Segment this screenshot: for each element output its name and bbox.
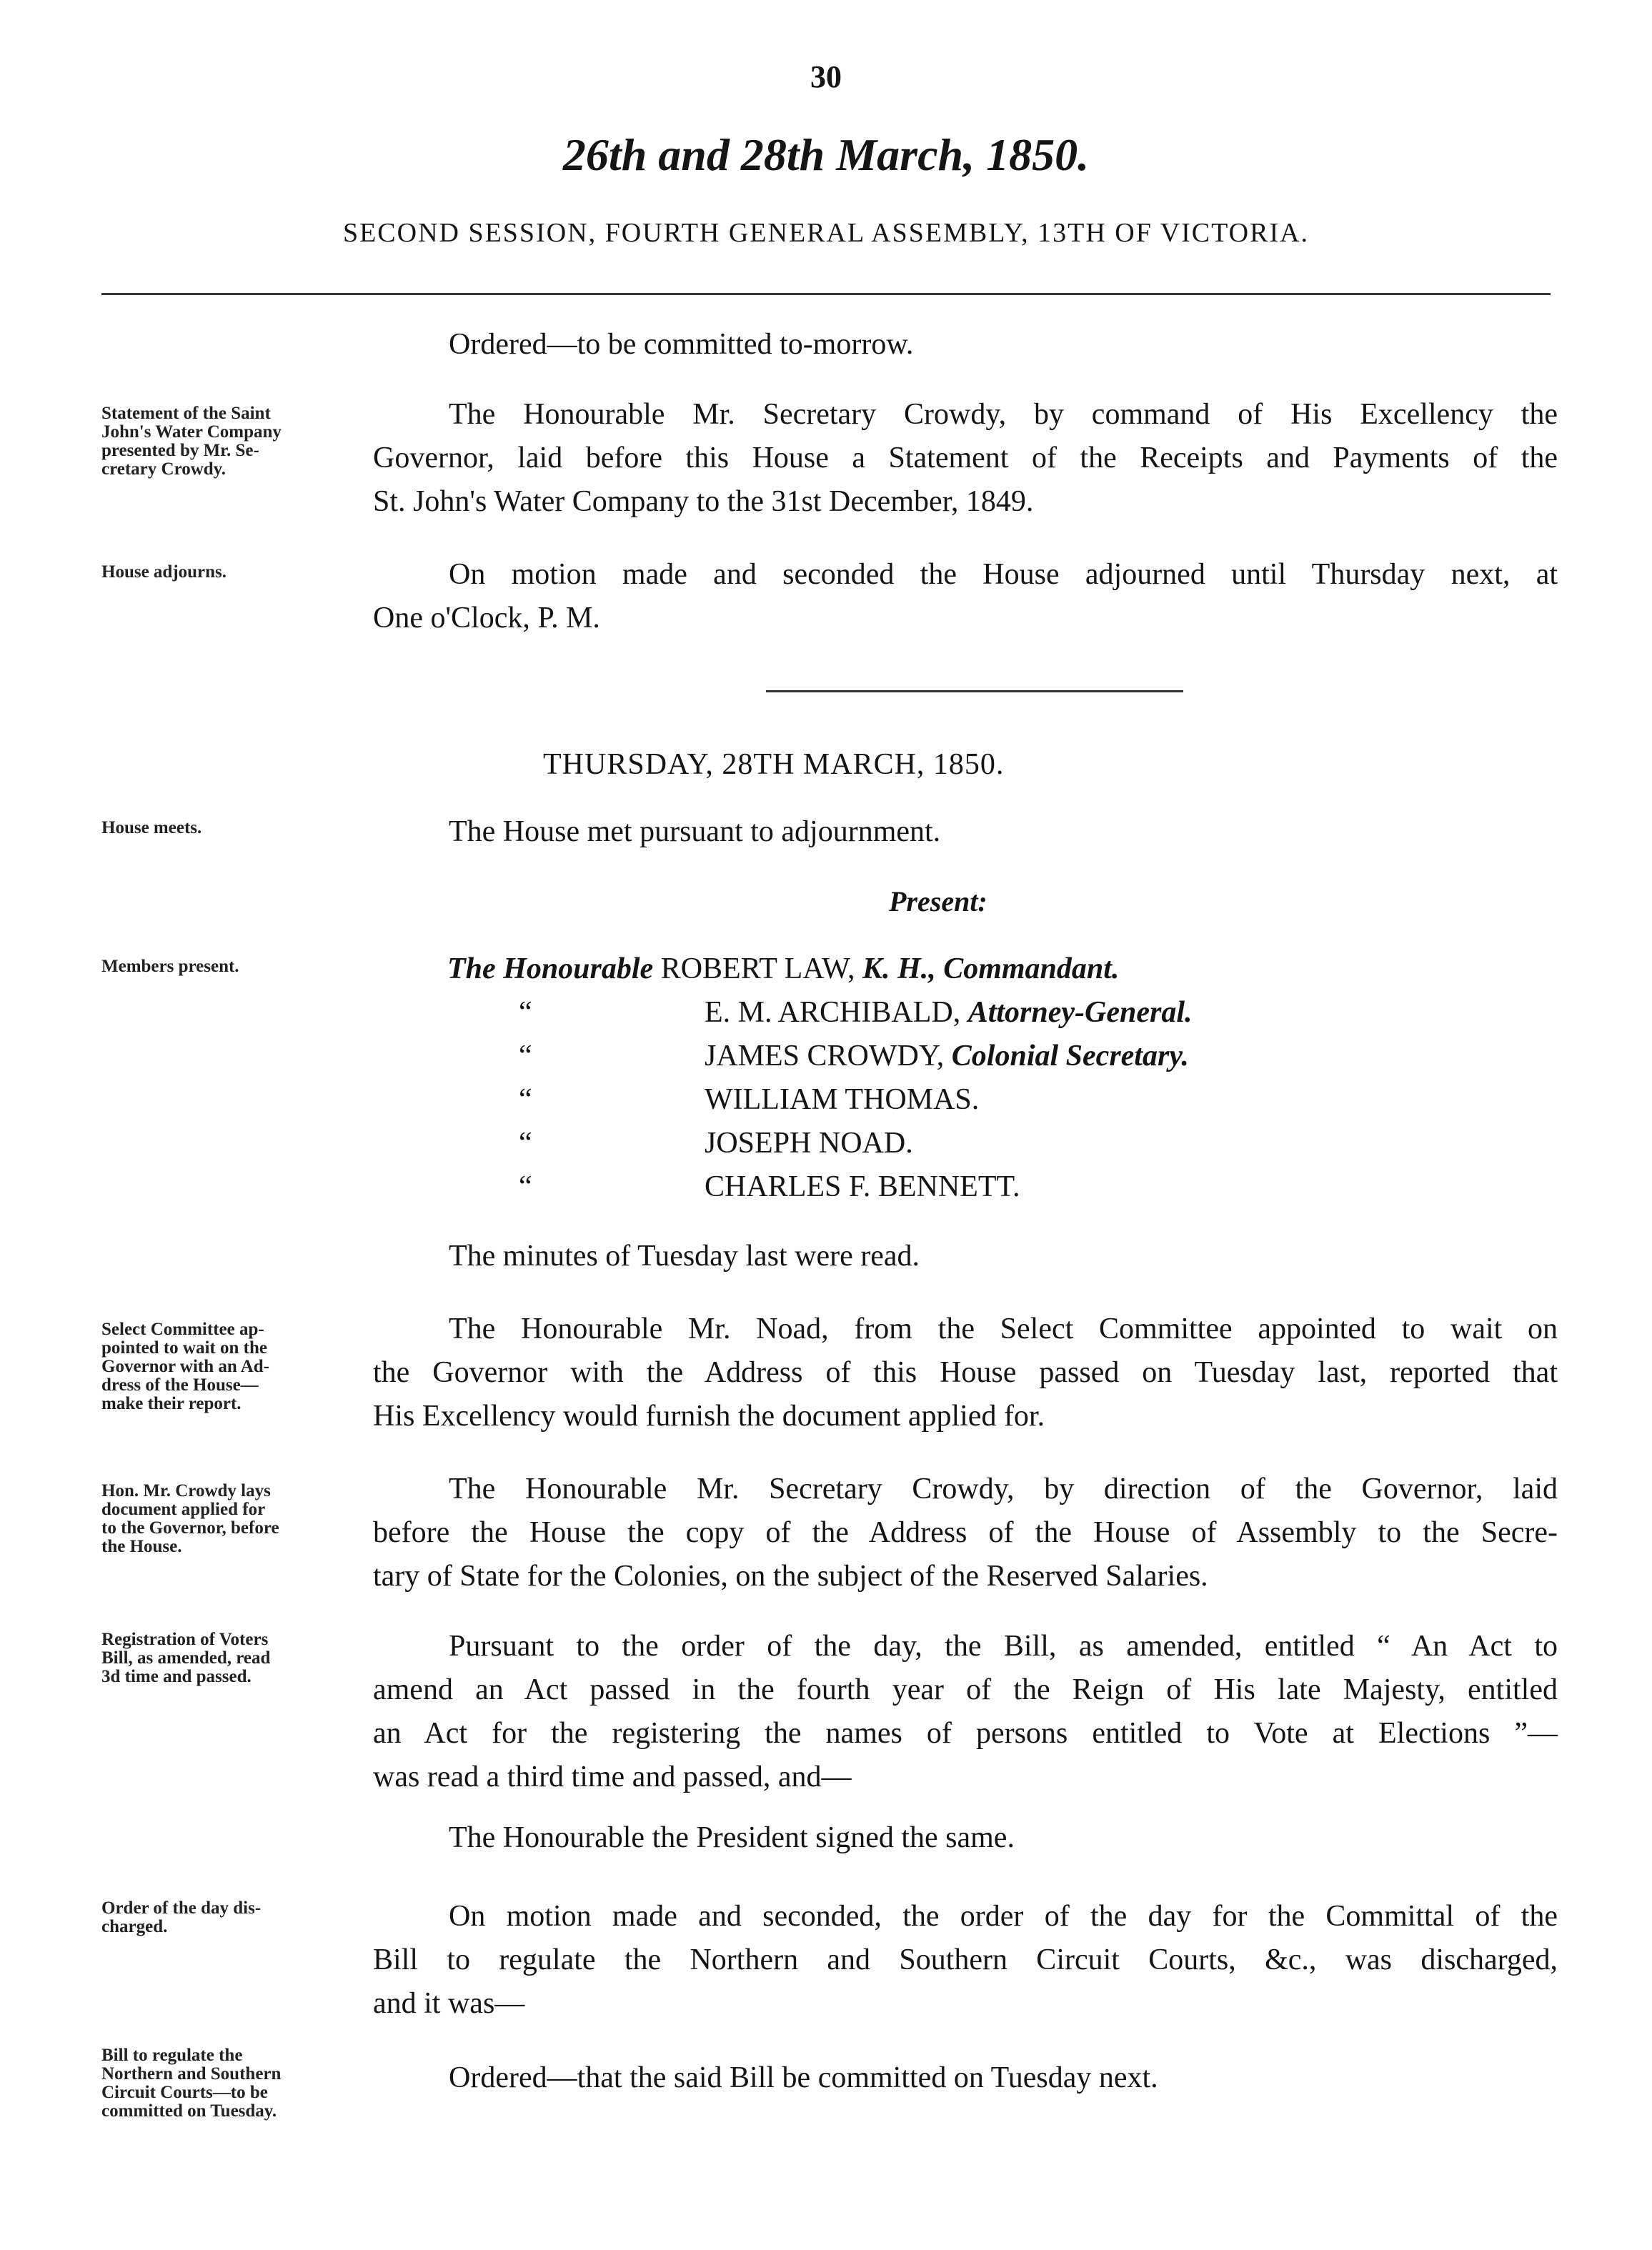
- crowdy-paragraph: The Honourable Mr. Secretary Crowdy, by direction of the Governor, laid before the House the copy of the Address of the House of Assembly to the Secre- tary of State for the Colonies, on the subject of the Reserved Salaries.: [373, 1473, 1558, 1593]
- member-row: The Honourable ROBERT LAW, K. H., Commandant.: [447, 952, 1120, 985]
- margin-note-crowdy-lays: Hon. Mr. Crowdy lays document applied for to the Governor, before the House.: [101, 1481, 279, 1556]
- page-number: 30: [810, 59, 842, 94]
- adjourn-paragraph: On motion made and seconded the House adjourned until Thursday next, at One o'Clock, P. M.: [373, 558, 1558, 634]
- member-row: “ JAMES CROWDY, Colonial Secretary.: [519, 1040, 1189, 1072]
- margin-note-registration: Registration of Voters Bill, as amended, read 3d time and passed.: [101, 1630, 271, 1686]
- member-row: “ E. M. ARCHIBALD, Attorney-General.: [519, 996, 1193, 1029]
- member-row: “ JOSEPH NOAD.: [519, 1127, 913, 1160]
- margin-note-members-present: Members present.: [101, 957, 239, 976]
- present-label: Present:: [889, 885, 987, 917]
- header-rule: [101, 293, 1551, 295]
- final-ordered-line: Ordered—that the said Bill be committed on Tuesday next.: [449, 2061, 1158, 2094]
- margin-note-house-adjourns: House adjourns.: [101, 562, 227, 582]
- discharged-paragraph: On motion made and seconded, the order of the day for the Committal of the Bill to regulate the Northern and Southern Circuit Courts, &c., was discharged, and it was—: [373, 1900, 1558, 2020]
- select-committee-paragraph: The Honourable Mr. Noad, from the Select Committee appointed to wait on the Governor with the Address of this House passed on Tuesday last, reported that His Excellency would furnish the document applied for.: [373, 1313, 1558, 1433]
- member-row: “ CHARLES F. BENNETT.: [519, 1170, 1020, 1203]
- margin-note-water-company: Statement of the Saint John's Water Company presented by Mr. Se- cretary Crowdy.: [101, 404, 282, 479]
- members-list: [447, 947, 1193, 1209]
- water-company-paragraph: The Honourable Mr. Secretary Crowdy, by command of His Excellency the Governor, laid before this House a Statement of the Receipts and Payments of the St. John's Water Company to the 31st December, 1849.: [373, 398, 1558, 518]
- margin-note-select-committee: Select Committee ap- pointed to wait on the Governor with an Ad- dress of the House— make their report.: [101, 1320, 269, 1413]
- section-divider: [766, 690, 1183, 692]
- president-signed-text-line: The Honourable the President signed the same.: [449, 1821, 1015, 1854]
- registration-paragraph: Pursuant to the order of the day, the Bill, as amended, entitled “ An Act to amend an Act passed in the fourth year of the Reign of His late Majesty, entitled an Act for the registering the names of persons entitled to Vote at Elections ”— was read a third time and passed, and—: [373, 1630, 1558, 1793]
- member-row: “ WILLIAM THOMAS.: [519, 1083, 980, 1116]
- margin-note-bill-regulate: Bill to regulate the Northern and Southern Circuit Courts—to be committed on Tuesday.: [101, 2046, 282, 2121]
- minutes-line: The minutes of Tuesday last were read.: [449, 1240, 920, 1273]
- session-line: SECOND SESSION, FOURTH GENERAL ASSEMBLY, 13TH OF VICTORIA.: [342, 218, 1310, 248]
- date-heading: 26th and 28th March, 1850.: [562, 129, 1090, 180]
- margin-note-house-meets: House meets.: [101, 818, 202, 837]
- thursday-heading: THURSDAY, 28TH MARCH, 1850.: [543, 748, 1005, 781]
- house-met-line: The House met pursuant to adjournment.: [449, 815, 941, 848]
- ordered-committed-line: Ordered—to be committed to-morrow.: [449, 328, 914, 361]
- margin-note-order-discharged: Order of the day dis- charged.: [101, 1898, 262, 1936]
